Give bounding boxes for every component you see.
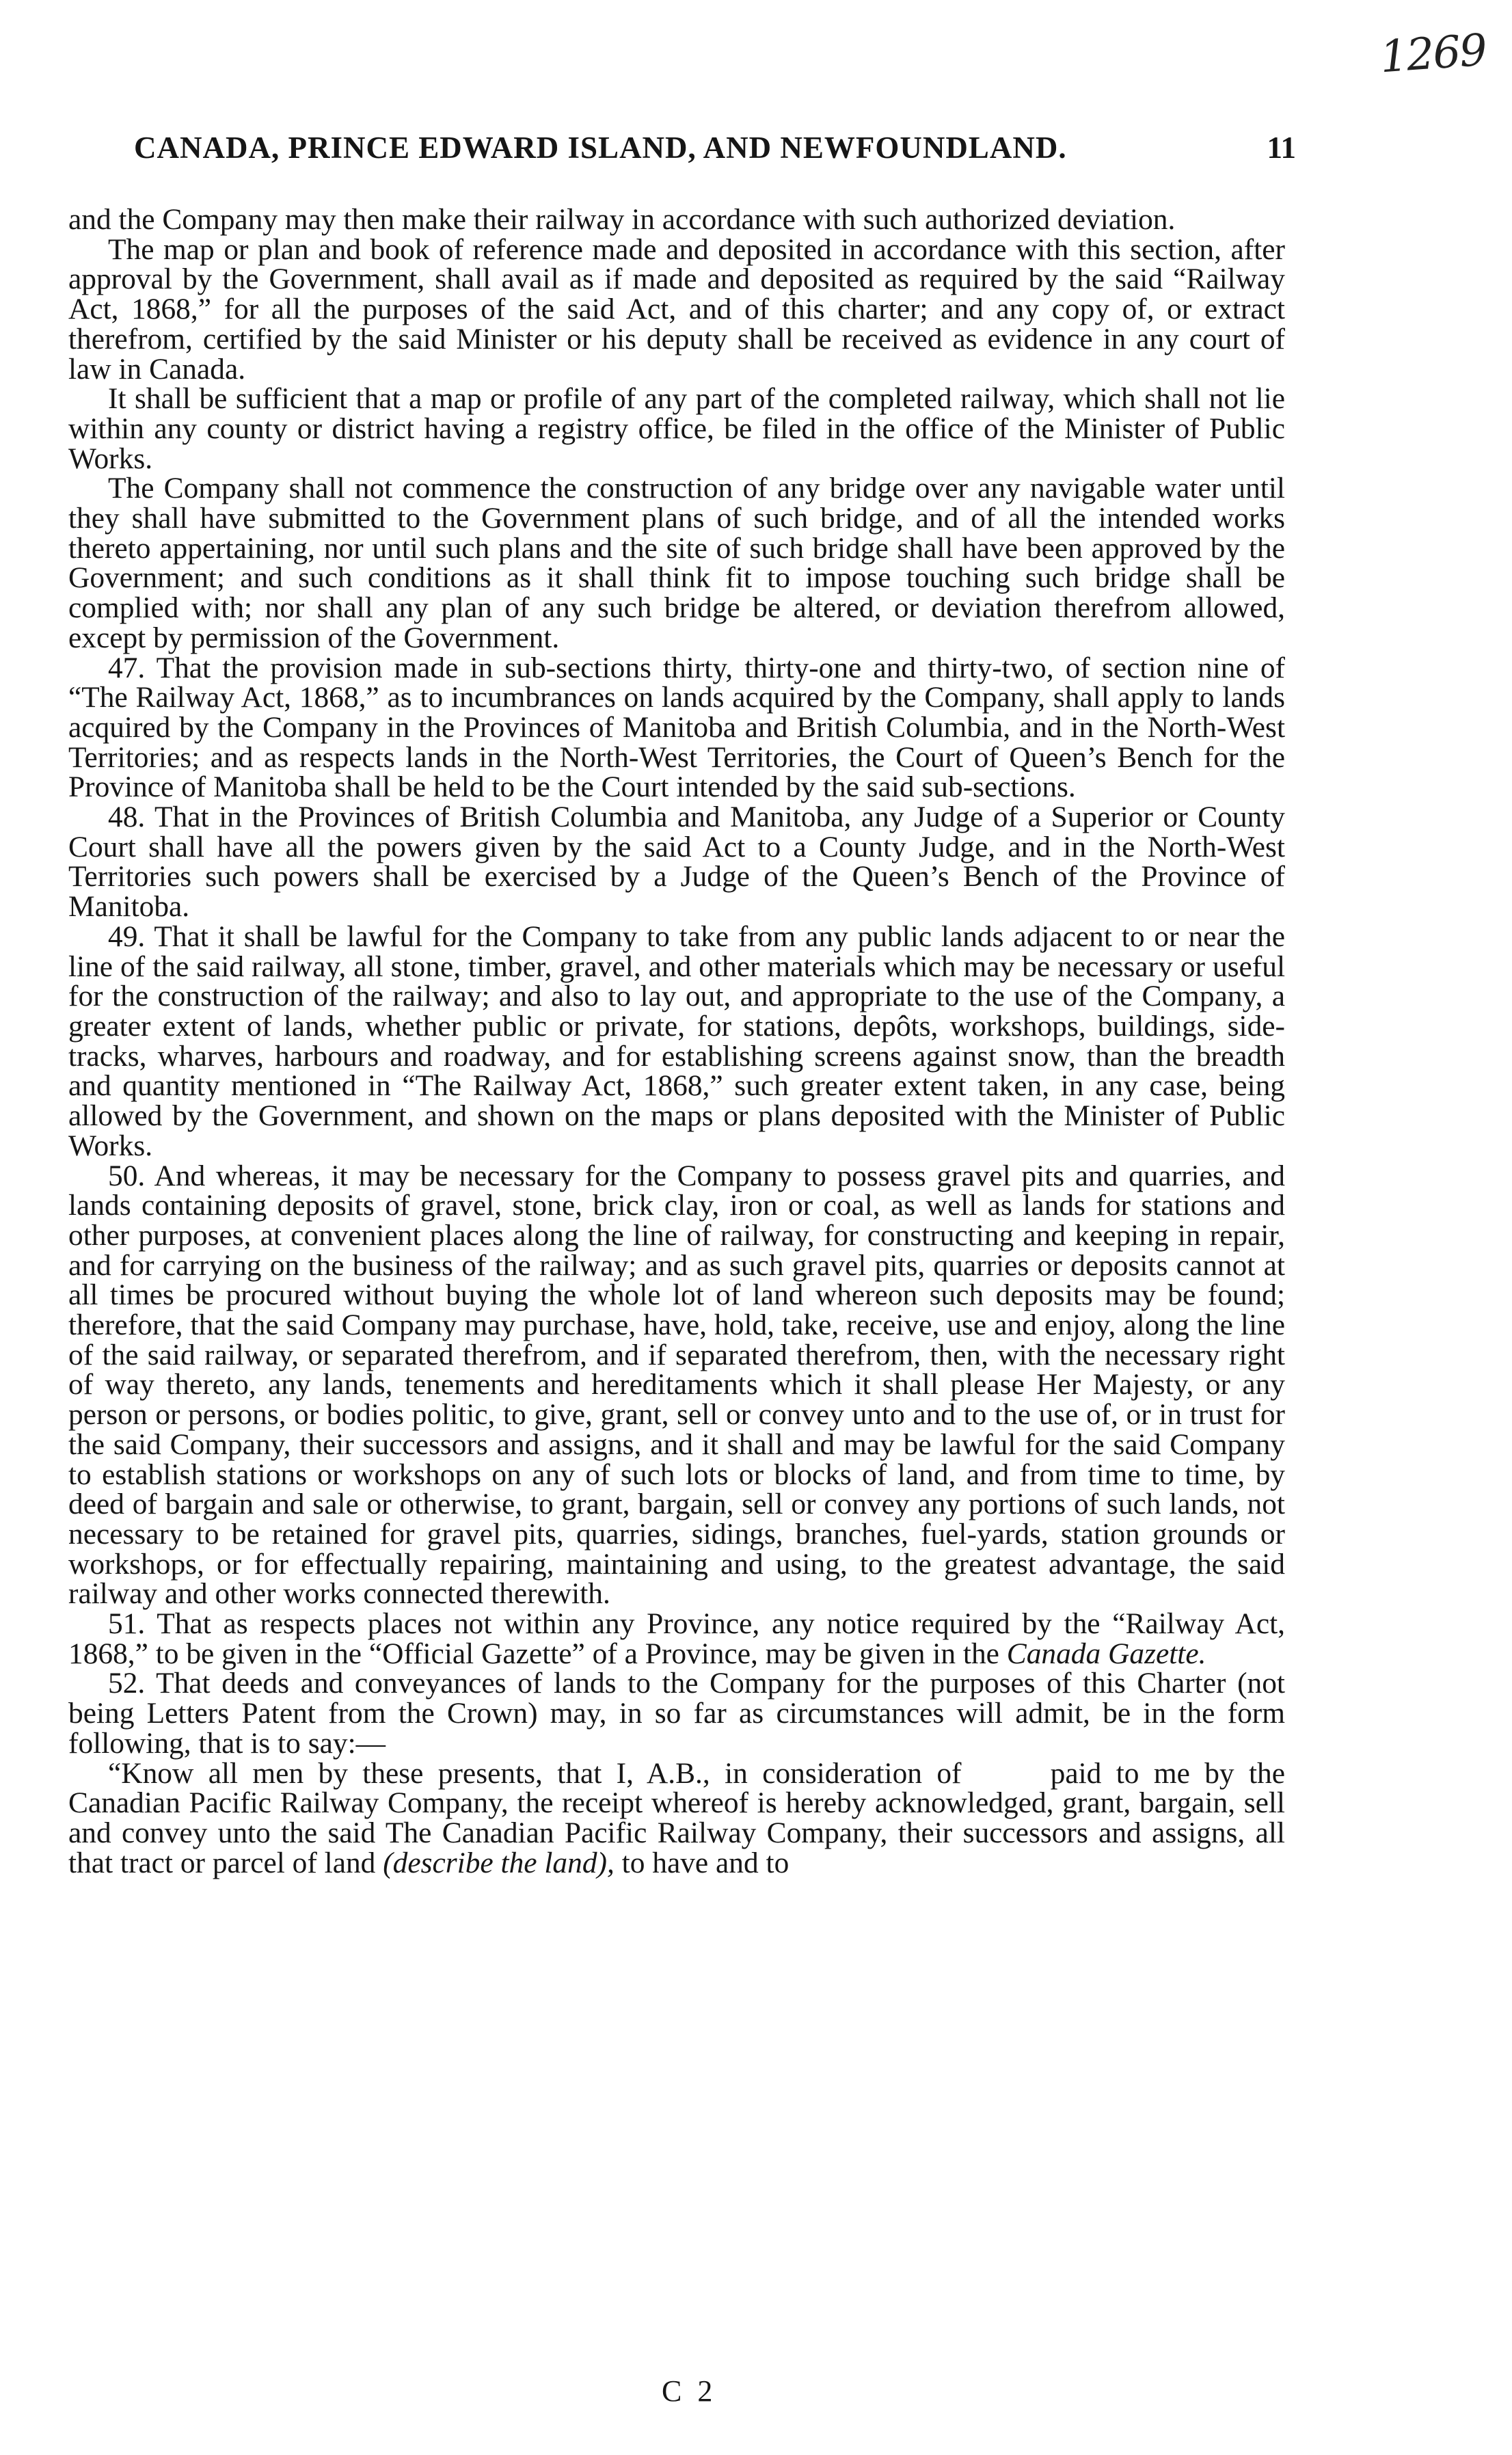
section-50: 50. And whereas, it may be necessary for the Company to possess gravel pits and quarries, and lands containing deposits of gravel, stone, brick clay, iron or coal, as well as lands for stations and other purposes, at convenient places along the line of railway, for constructing and keeping in repair, and for carrying on the business of the railway; and as such gravel pits, quarries or deposits cannot at all times be procured without buying the whole lot of land whereon such deposits may be found; therefore, that the said Company may purchase, have, hold, take, receive, use and enjoy, along the line of the said railway, or separated therefrom, and if separated therefrom, then, with the necessary right of way thereto, any lands, tenements and hereditaments which it shall please Her Majesty, or any person or persons, or bodies politic, to give, grant, sell or convey unto and to the use of, or in trust for the said Company, their successors and assigns, and it shall and may be lawful for the said Company to establish stations or workshops on any of such lots or blocks of land, and from time to time, by deed of bargain and sale or otherwise, to grant, bargain, sell or convey any portions of such lands, not necessary to be retained for gravel pits, quarries, sidings, branches, fuel-yards, station grounds or workshops, or for effectually repairing, maintaining and using, to the greatest advantage, the said railway and other works connected therewith. xyxy=(68,1159,1285,1611)
section-49: 49. That it shall be lawful for the Company to take from any public lands adjacent to or near the line of the said railway, all stone, timber, gravel, and other materials which may be necessary or useful for the construction of the railway; and also to lay out, and appropriate to the use of the Company, a greater extent of lands, whether public or private, for stations, depôts, workshops, buildings, side-tracks, wharves, harbours and roadway, and for establishing screens against snow, than the breadth and quantity mentioned in “The Railway Act, 1868,” such greater extent taken, in any case, being allowed by the Government, and shown on the maps or plans deposited with the Minister of Public Works. xyxy=(68,920,1285,1162)
italic-phrase: Canada Gazette. xyxy=(1006,1637,1206,1670)
running-title: CANADA, PRINCE EDWARD ISLAND, AND NEWFOUNDLAND. xyxy=(134,131,1067,165)
paragraph: The map or plan and book of reference made and deposited in accordance with this section, after approval by the Government, shall avail as if made and deposited as required by the said “Railway Act, 1868,” for all the purposes of the said Act, and of this charter; and any copy of, or extract therefrom, certified by the said Minister or his deputy shall be received as evidence in any court of law in Canada. xyxy=(68,232,1285,386)
running-header xyxy=(134,130,1296,165)
body-text xyxy=(68,205,1285,1878)
paragraph: and the Company may then make their railway in accordance with such authorized deviation. xyxy=(68,203,1176,236)
page-number: 11 xyxy=(1267,131,1296,165)
section-51: 51. That as respects places not within any Province, any notice required by the “Railway Act, 1868,” to be given in the “Official Gazette” of a Province, may be given in the Canada Gazette. xyxy=(68,1607,1285,1670)
section-47: 47. That the provision made in sub-sections thirty, thirty-one and thirty-two, of section nine of “The Railway Act, 1868,” as to incumbrances on lands acquired by the Company, shall apply to lands acquired by the Company in the Provinces of Manitoba and British Columbia, and in the North-West Territories; and as respects lands in the North-West Territories, the Court of Queen’s Bench for the Province of Manitoba shall be held to be the Court intended by the said sub-sections. xyxy=(68,651,1285,804)
italic-phrase: (describe the land), xyxy=(383,1846,615,1879)
section-48: 48. That in the Provinces of British Columbia and Manitoba, any Judge of a Superior or County Court shall have all the powers given by the said Act to a County Judge, and in the North-West Territories such powers shall be exercised by a Judge of the Queen’s Bench of the Province of Manitoba. xyxy=(68,801,1285,924)
signature-mark: C 2 xyxy=(662,2374,717,2408)
section-52: 52. That deeds and conveyances of lands to the Company for the purposes of this Charter (not being Letters Patent from the Crown) may, in so far as circumstances will admit, be in the form following, that is to say:— xyxy=(68,1667,1285,1760)
paragraph: It shall be sufficient that a map or profile of any part of the completed railway, which shall not lie within any county or district having a registry office, be filed in the office of the Minister of Public Works. xyxy=(68,382,1285,475)
handwritten-folio-number: 1269 xyxy=(1378,25,1488,83)
deed-form-text: “Know all men by these presents, that I, A.B., in consideration of paid to me by the Canadian Pacific Railway Company, the receipt whereof is hereby acknowledged, grant, bargain, sell and convey unto the said The Canadian Pacific Railway Company, their successors and assigns, all that tract or parcel of land (describe the land), to have and to xyxy=(68,1756,1285,1879)
paragraph: The Company shall not commence the construction of any bridge over any navigable water until they shall have submitted to the Government plans of such bridge, and of all the intended works thereto appertaining, nor until such plans and the site of such bridge shall have been approved by the Government; and such conditions as it shall think fit to impose touching such bridge shall be complied with; nor shall any plan of any such bridge be altered, or deviation therefrom allowed, except by permission of the Government. xyxy=(68,472,1285,654)
